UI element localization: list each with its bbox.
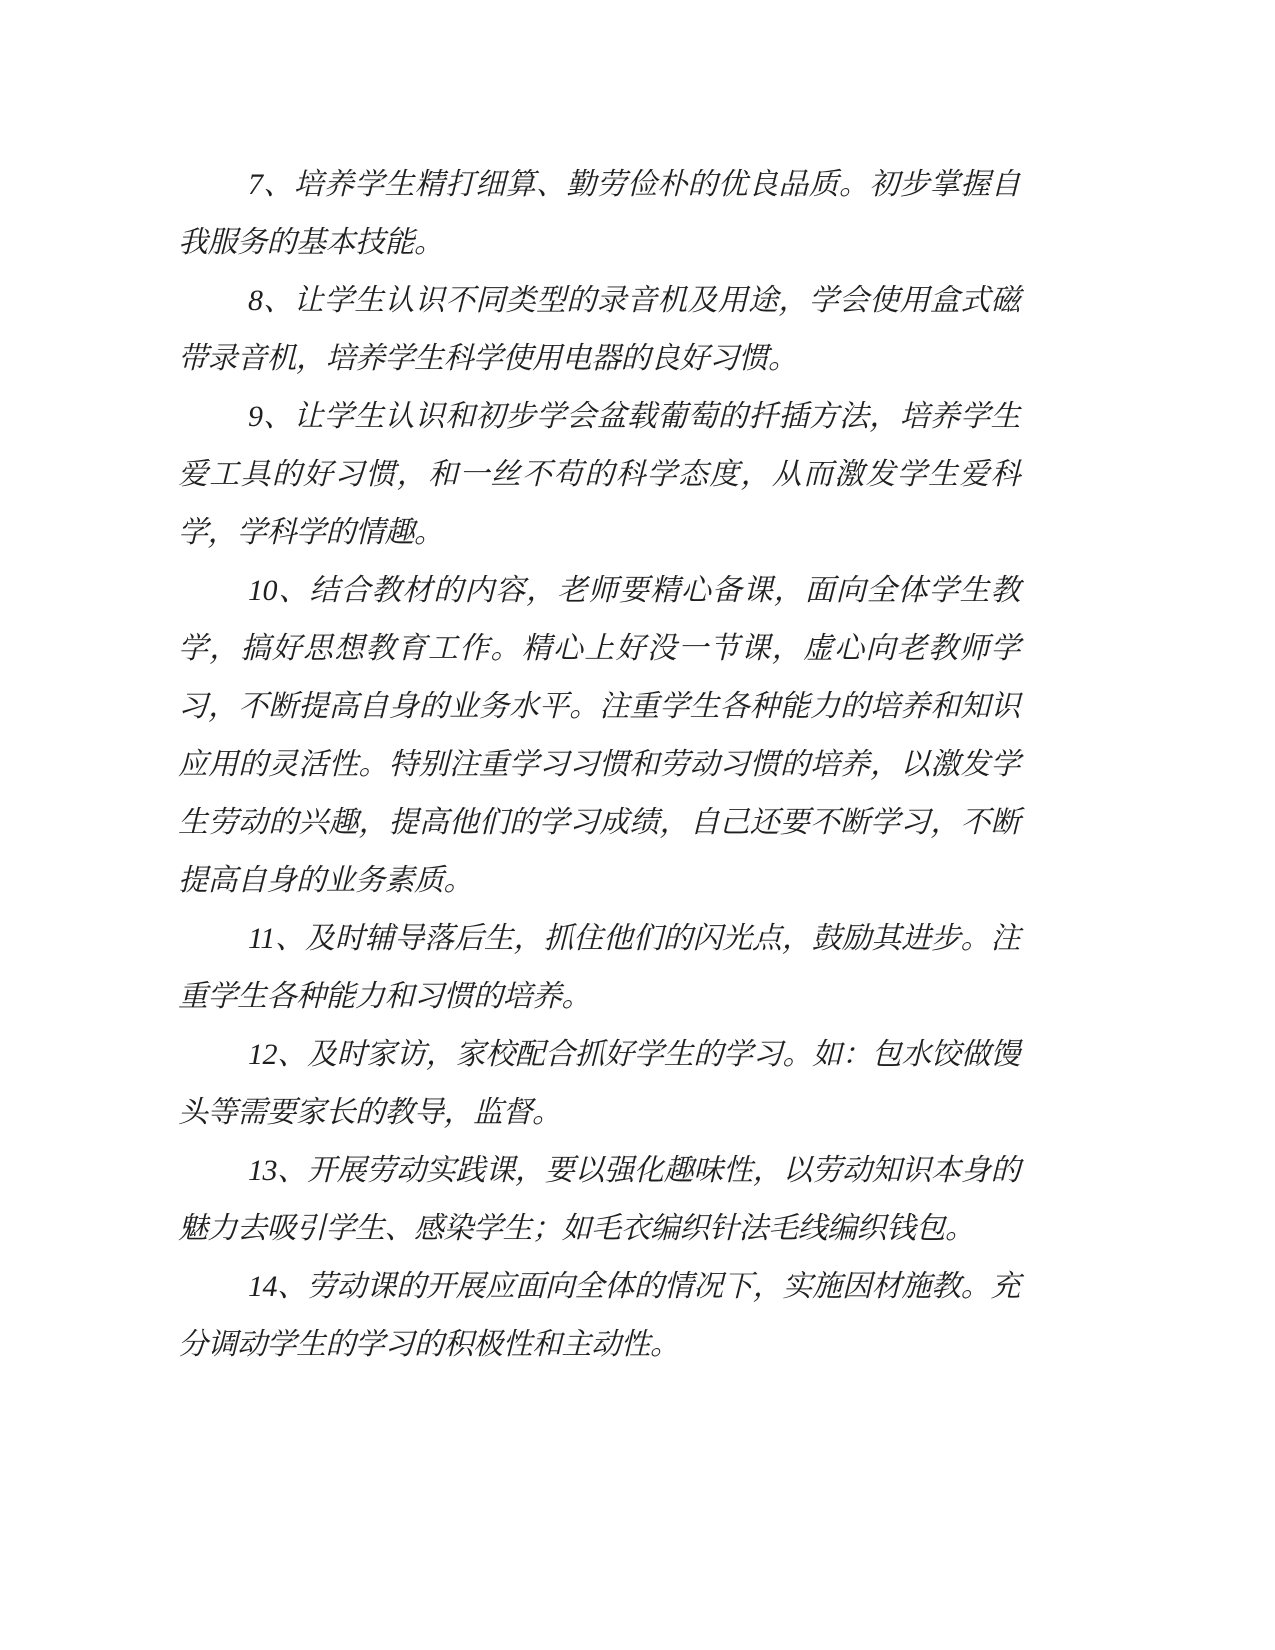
paragraph-item-9: 9、让学生认识和初步学会盆载葡萄的扦插方法，培养学生爱工具的好习惯，和一丝不苟的科学态度，从而激发学生爱科学，学科学的情趣。 xyxy=(178,400,1020,549)
document-body xyxy=(178,156,1020,1374)
paragraph-item-12: 12、及时家访，家校配合抓好学生的学习。如：包水饺做馒头等需要家长的教导，监督。 xyxy=(178,1038,1020,1129)
paragraph-item-10: 10、结合教材的内容，老师要精心备课，面向全体学生教学，搞好思想教育工作。精心上好没一节课，虚心向老教师学习，不断提高自身的业务水平。注重学生各种能力的培养和知识应用的灵活性。特别注重学习习惯和劳动习惯的培养，以激发学生劳动的兴趣，提高他们的学习成绩，自己还要不断学习，不断提高自身的业务素质。 xyxy=(178,574,1020,897)
paragraph-item-11: 11、及时辅导落后生，抓住他们的闪光点，鼓励其进步。注重学生各种能力和习惯的培养。 xyxy=(178,922,1020,1013)
paragraph-item-7: 7、培养学生精打细算、勤劳俭朴的优良品质。初步掌握自我服务的基本技能。 xyxy=(178,168,1020,259)
paragraph-item-14: 14、劳动课的开展应面向全体的情况下，实施因材施教。充分调动学生的学习的积极性和主动性。 xyxy=(178,1270,1020,1361)
paragraph-item-13: 13、开展劳动实践课，要以强化趣味性，以劳动知识本身的魅力去吸引学生、感染学生；如毛衣编织针法毛线编织钱包。 xyxy=(178,1154,1020,1245)
paragraph-item-8: 8、让学生认识不同类型的录音机及用途，学会使用盒式磁带录音机，培养学生科学使用电器的良好习惯。 xyxy=(178,284,1020,375)
